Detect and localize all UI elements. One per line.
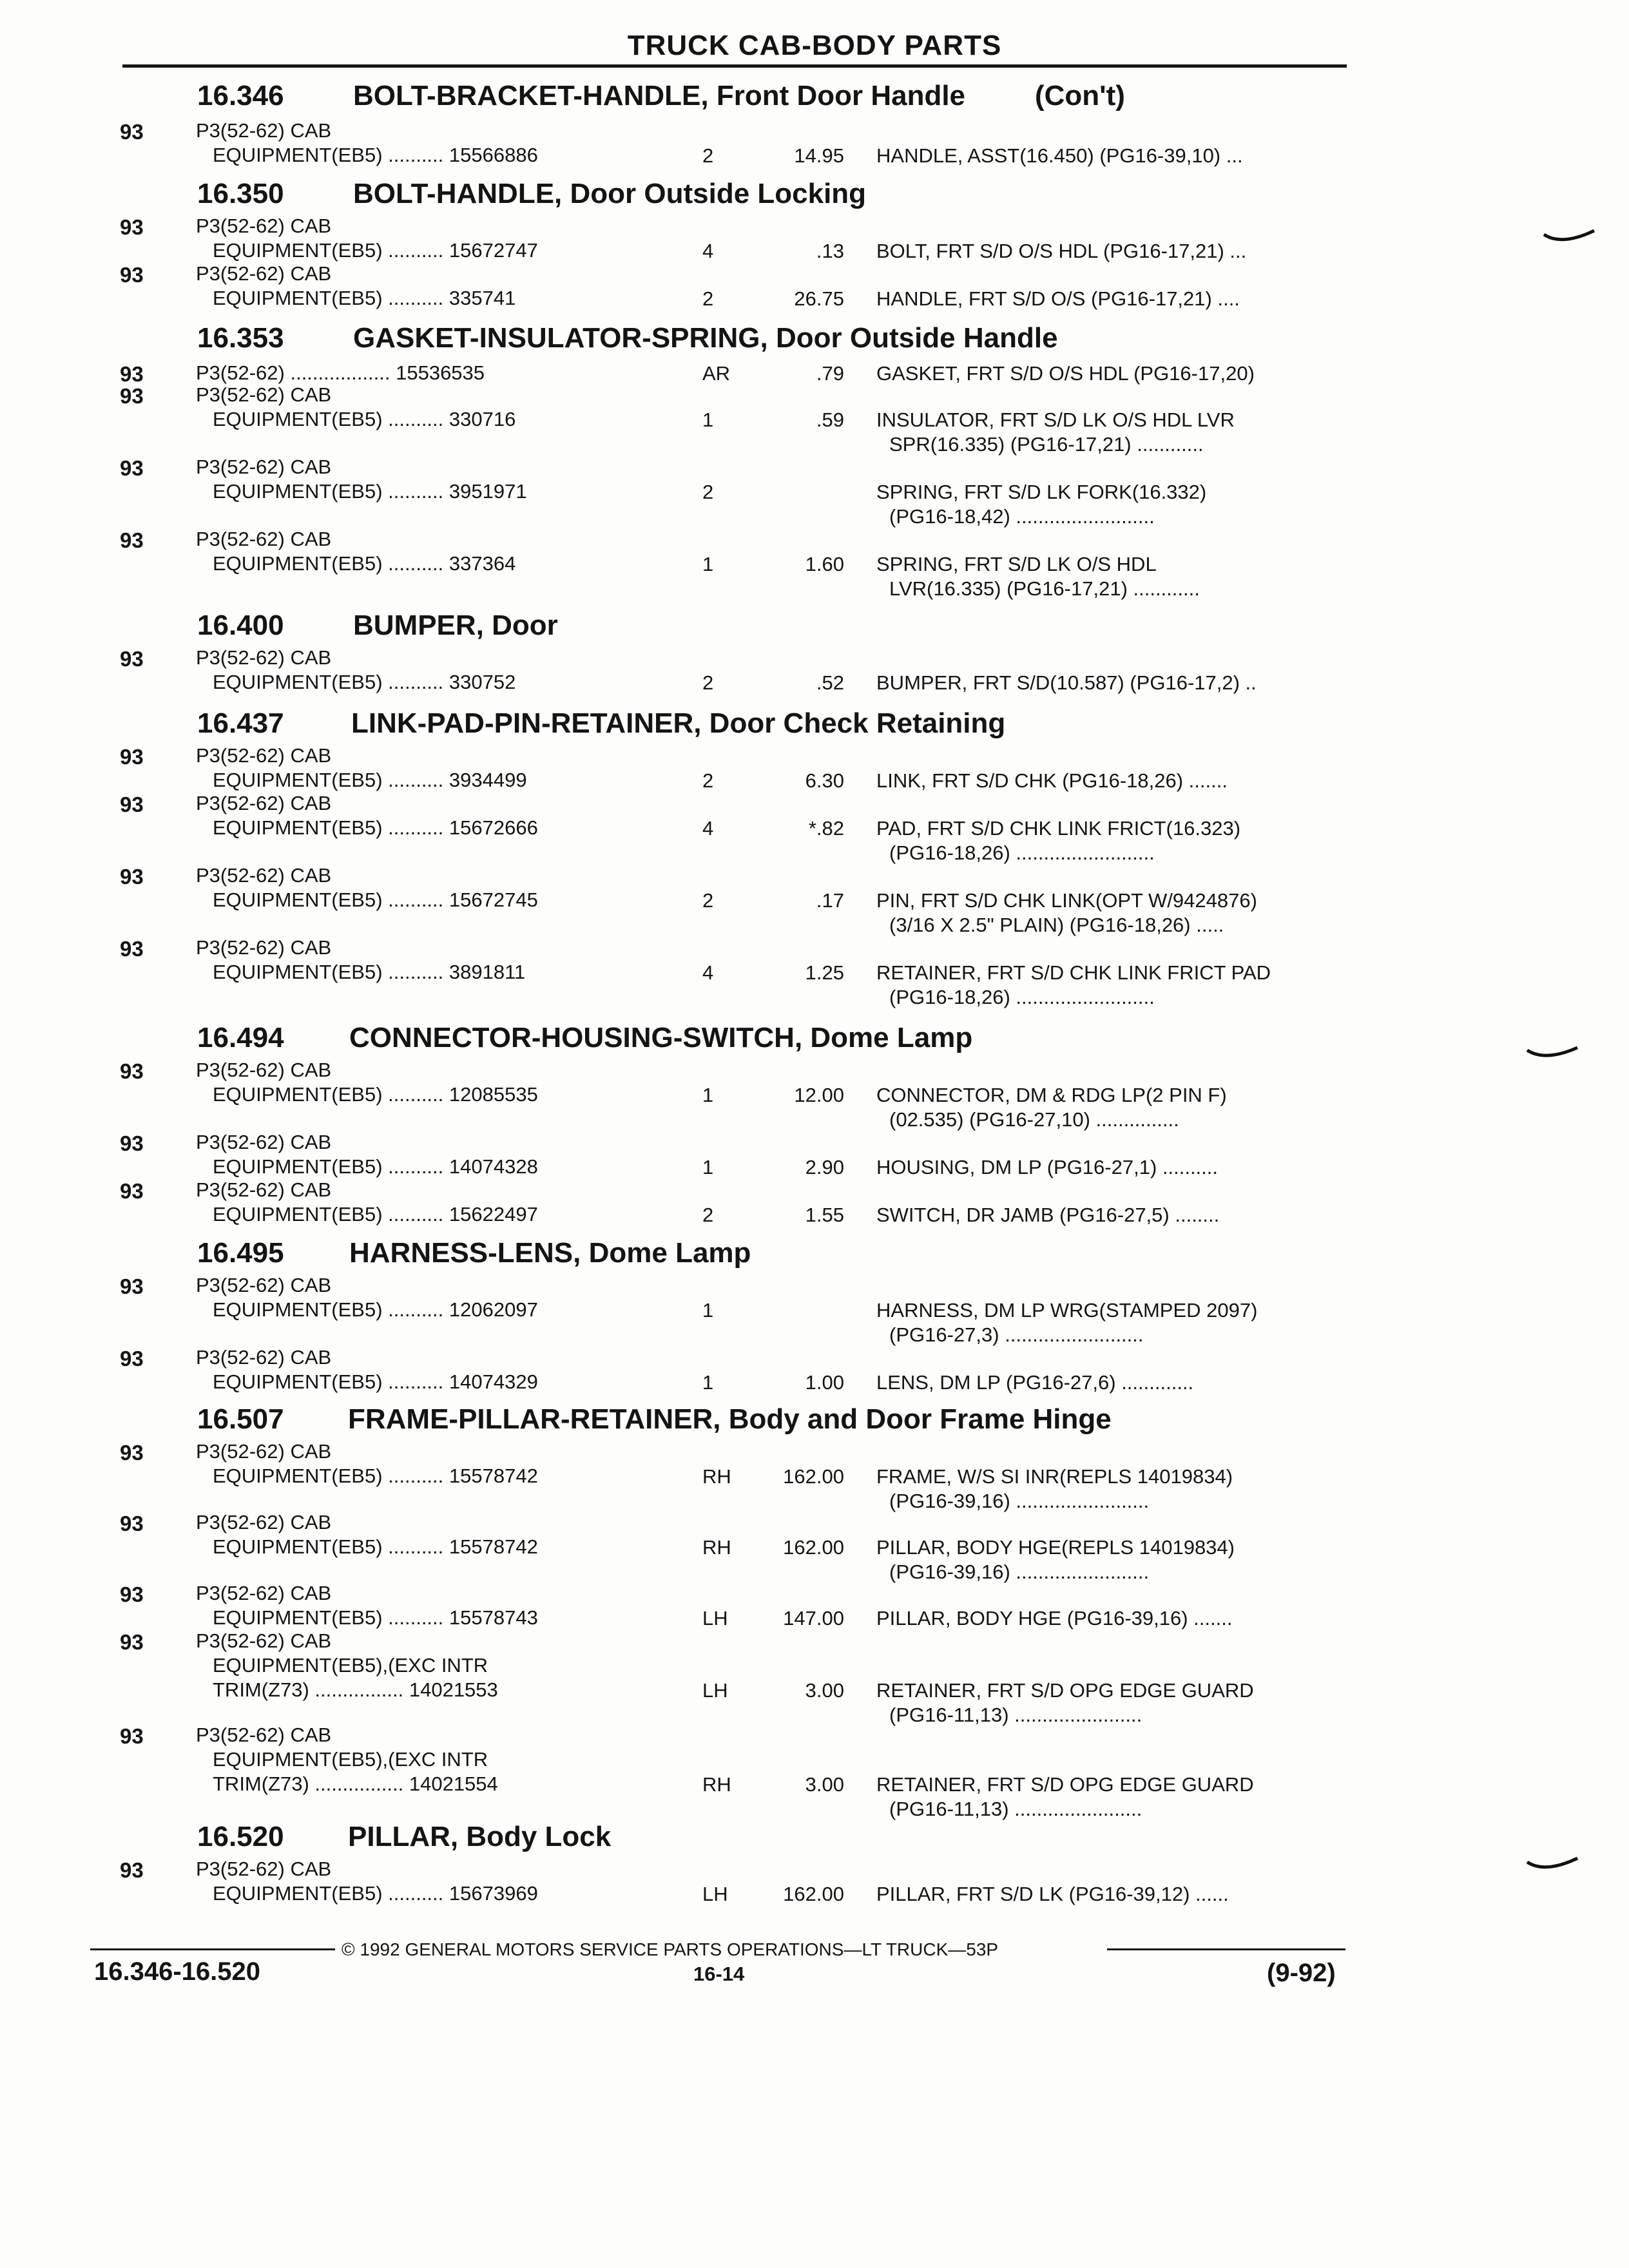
part-description: LINK, FRT S/D CHK (PG16-18,26) .......	[876, 769, 1228, 792]
application-line: EQUIPMENT(EB5),(EXC INTR	[213, 1654, 488, 1677]
section-title: LINK-PAD-PIN-RETAINER, Door Check Retaining	[351, 707, 1006, 739]
model-year: 93	[120, 1274, 144, 1298]
application-line: EQUIPMENT(EB5) .......... 3891811	[213, 961, 526, 983]
scan-mark-2	[1526, 1043, 1590, 1068]
quantity: 2	[702, 144, 714, 167]
part-description: GASKET, FRT S/D O/S HDL (PG16-17,20)	[876, 362, 1255, 385]
revision-date: (9-92)	[1267, 1959, 1336, 1987]
application-line: P3(52-62) CAB	[196, 1582, 332, 1604]
scan-mark-3	[1526, 1854, 1590, 1880]
model-year: 93	[120, 456, 144, 480]
part-description: SPR(16.335) (PG16-17,21) ............	[889, 433, 1204, 456]
part-description: HARNESS, DM LP WRG(STAMPED 2097)	[876, 1299, 1258, 1321]
quantity: 1	[702, 408, 714, 431]
section-title: BOLT-HANDLE, Door Outside Locking	[353, 178, 867, 209]
part-description: CONNECTOR, DM & RDG LP(2 PIN F)	[876, 1084, 1227, 1106]
application-line: P3(52-62) CAB	[196, 1440, 332, 1463]
price: 2.90	[805, 1156, 844, 1178]
model-year: 93	[120, 647, 144, 671]
application-line: P3(52-62) CAB	[196, 383, 332, 406]
section-title: HARNESS-LENS, Dome Lamp	[349, 1237, 751, 1269]
price: 14.95	[794, 144, 844, 167]
application-line: P3(52-62) CAB	[196, 1724, 332, 1746]
part-description: BOLT, FRT S/D O/S HDL (PG16-17,21) ...	[876, 240, 1247, 262]
part-description: PILLAR, BODY HGE(REPLS 14019834)	[876, 1536, 1235, 1559]
part-description: (PG16-18,26) .........................	[889, 841, 1155, 864]
model-year: 93	[120, 1131, 144, 1155]
section-number: 16.520	[197, 1821, 284, 1852]
part-description: PILLAR, BODY HGE (PG16-39,16) .......	[876, 1607, 1233, 1629]
application-line: EQUIPMENT(EB5) .......... 15672745	[213, 889, 538, 911]
model-year: 93	[120, 745, 144, 769]
application-line: P3(52-62) CAB	[196, 528, 332, 550]
price: 1.00	[805, 1371, 844, 1394]
model-year: 93	[120, 528, 144, 552]
price: 3.00	[805, 1773, 844, 1796]
quantity: 4	[702, 817, 714, 840]
application-line: P3(52-62) CAB	[196, 744, 332, 767]
quantity: LH	[702, 1679, 728, 1702]
section-number: 16.350	[197, 178, 284, 209]
application-line: EQUIPMENT(EB5) .......... 15622497	[213, 1203, 538, 1225]
application-line: P3(52-62) CAB	[196, 1629, 332, 1652]
price: .79	[816, 362, 844, 385]
application-line: P3(52-62) CAB	[196, 1858, 332, 1880]
price: 12.00	[794, 1084, 844, 1106]
model-year: 93	[120, 937, 144, 961]
price: 162.00	[783, 1536, 844, 1559]
section-number: 16.346	[197, 80, 284, 111]
part-description: (3/16 X 2.5" PLAIN) (PG16-18,26) .....	[889, 914, 1224, 936]
header-rule	[122, 64, 1347, 68]
application-line: TRIM(Z73) ................ 14021553	[213, 1678, 498, 1701]
price: 6.30	[805, 769, 844, 792]
part-description: (PG16-11,13) .......................	[889, 1704, 1142, 1726]
model-year: 93	[120, 1179, 144, 1203]
application-line: P3(52-62) CAB	[196, 119, 332, 142]
page-header-title: TRUCK CAB-BODY PARTS	[627, 30, 1002, 61]
application-line: P3(52-62) .................. 15536535	[196, 361, 485, 384]
application-line: EQUIPMENT(EB5) .......... 3951971	[213, 480, 527, 503]
model-year: 93	[120, 384, 144, 408]
section-number: 16.353	[197, 322, 284, 354]
quantity: RH	[702, 1465, 731, 1488]
section-number: 16.437	[197, 707, 284, 739]
application-line: EQUIPMENT(EB5) .......... 12062097	[213, 1298, 538, 1321]
model-year: 93	[120, 1630, 144, 1654]
price: .59	[816, 408, 844, 431]
quantity: LH	[702, 1607, 728, 1629]
application-line: EQUIPMENT(EB5) .......... 15673969	[213, 1882, 538, 1905]
part-description: PIN, FRT S/D CHK LINK(OPT W/9424876)	[876, 889, 1257, 912]
model-year: 93	[120, 215, 144, 239]
application-line: EQUIPMENT(EB5) .......... 12085535	[213, 1083, 538, 1106]
application-line: P3(52-62) CAB	[196, 936, 332, 959]
quantity: 1	[702, 1084, 714, 1106]
part-description: PILLAR, FRT S/D LK (PG16-39,12) ......	[876, 1883, 1229, 1905]
section-number: 16.400	[197, 610, 284, 641]
price: 1.60	[805, 553, 844, 575]
section-number: 16.494	[197, 1022, 284, 1053]
quantity: 4	[702, 240, 714, 262]
part-description: HOUSING, DM LP (PG16-27,1) ..........	[876, 1156, 1219, 1178]
part-description: BUMPER, FRT S/D(10.587) (PG16-17,2) ..	[876, 671, 1257, 694]
section-title: CONNECTOR-HOUSING-SWITCH, Dome Lamp	[349, 1022, 973, 1053]
application-line: EQUIPMENT(EB5) .......... 15578743	[213, 1606, 538, 1629]
application-line: EQUIPMENT(EB5) .......... 335741	[213, 287, 516, 309]
quantity: 2	[702, 481, 714, 503]
application-line: TRIM(Z73) ................ 14021554	[213, 1773, 498, 1795]
application-line: P3(52-62) CAB	[196, 1511, 332, 1533]
part-description: (PG16-18,42) .........................	[889, 505, 1155, 528]
price: 162.00	[783, 1465, 844, 1488]
application-line: P3(52-62) CAB	[196, 215, 332, 237]
part-description: (02.535) (PG16-27,10) ...............	[889, 1108, 1179, 1131]
price: .13	[816, 240, 844, 262]
quantity: 1	[702, 1371, 714, 1394]
part-description: LENS, DM LP (PG16-27,6) .............	[876, 1371, 1194, 1394]
quantity: 2	[702, 287, 714, 310]
scan-mark-1	[1543, 227, 1607, 253]
model-year: 93	[120, 1512, 144, 1535]
part-description: SWITCH, DR JAMB (PG16-27,5) ........	[876, 1204, 1220, 1226]
application-line: EQUIPMENT(EB5) .......... 330752	[213, 671, 516, 693]
application-line: EQUIPMENT(EB5) .......... 337364	[213, 552, 516, 575]
application-line: P3(52-62) CAB	[196, 262, 332, 285]
quantity: 4	[702, 961, 714, 984]
model-year: 93	[120, 120, 144, 144]
quantity: RH	[702, 1773, 731, 1796]
section-title: FRAME-PILLAR-RETAINER, Body and Door Frame Hinge	[348, 1403, 1112, 1435]
section-title: BOLT-BRACKET-HANDLE, Front Door Handle	[353, 80, 966, 111]
application-line: EQUIPMENT(EB5) .......... 14074329	[213, 1370, 538, 1393]
quantity: 1	[702, 553, 714, 575]
model-year: 93	[120, 1441, 144, 1465]
footer-rule-right	[1107, 1948, 1345, 1950]
application-line: EQUIPMENT(EB5) .......... 15578742	[213, 1465, 538, 1487]
model-year: 93	[120, 865, 144, 889]
quantity: 2	[702, 769, 714, 792]
quantity: 1	[702, 1156, 714, 1178]
part-description: PAD, FRT S/D CHK LINK FRICT(16.323)	[876, 817, 1241, 840]
price: *.82	[808, 817, 844, 840]
quantity: 2	[702, 889, 714, 912]
section-title: GASKET-INSULATOR-SPRING, Door Outside Handle	[353, 322, 1058, 354]
application-line: P3(52-62) CAB	[196, 1274, 332, 1296]
section-continued: (Con't)	[1035, 80, 1125, 111]
price: 26.75	[794, 287, 844, 310]
application-line: EQUIPMENT(EB5) .......... 15566886	[213, 144, 538, 166]
application-line: EQUIPMENT(EB5) .......... 15578742	[213, 1535, 538, 1558]
part-description: RETAINER, FRT S/D OPG EDGE GUARD	[876, 1773, 1254, 1796]
item-range: 16.346-16.520	[94, 1957, 261, 1986]
model-year: 93	[120, 1059, 144, 1083]
quantity: 1	[702, 1299, 714, 1321]
model-year: 93	[120, 793, 144, 816]
model-year: 93	[120, 1858, 144, 1882]
price: 162.00	[783, 1883, 844, 1905]
application-line: EQUIPMENT(EB5) .......... 330716	[213, 408, 516, 430]
application-line: P3(52-62) CAB	[196, 1346, 332, 1369]
quantity: RH	[702, 1536, 731, 1559]
part-description: RETAINER, FRT S/D CHK LINK FRICT PAD	[876, 961, 1271, 984]
price: .17	[816, 889, 844, 912]
price: 147.00	[783, 1607, 844, 1629]
application-line: P3(52-62) CAB	[196, 1131, 332, 1153]
price: 3.00	[805, 1679, 844, 1702]
model-year: 93	[120, 263, 144, 287]
part-description: (PG16-39,16) ........................	[889, 1561, 1150, 1583]
application-line: EQUIPMENT(EB5) .......... 15672747	[213, 239, 538, 262]
part-description: SPRING, FRT S/D LK FORK(16.332)	[876, 481, 1207, 503]
application-line: EQUIPMENT(EB5) .......... 3934499	[213, 769, 527, 791]
model-year: 93	[120, 1347, 144, 1370]
part-description: SPRING, FRT S/D LK O/S HDL	[876, 553, 1157, 575]
model-year: 93	[120, 1582, 144, 1606]
part-description: (PG16-11,13) .......................	[889, 1798, 1142, 1820]
part-description: HANDLE, FRT S/D O/S (PG16-17,21) ....	[876, 287, 1240, 310]
part-description: (PG16-39,16) ........................	[889, 1490, 1150, 1512]
section-title: PILLAR, Body Lock	[348, 1821, 612, 1852]
section-number: 16.507	[197, 1403, 284, 1435]
copyright-notice: © 1992 GENERAL MOTORS SERVICE PARTS OPERATIONS—LT TRUCK—53P	[342, 1939, 999, 1959]
application-line: P3(52-62) CAB	[196, 646, 332, 669]
part-description: (PG16-18,26) .........................	[889, 986, 1155, 1008]
price: 1.25	[805, 961, 844, 984]
quantity: AR	[702, 362, 731, 385]
price: 1.55	[805, 1204, 844, 1226]
application-line: P3(52-62) CAB	[196, 1059, 332, 1081]
section-title: BUMPER, Door	[353, 610, 558, 641]
price: .52	[816, 671, 844, 694]
quantity: LH	[702, 1883, 728, 1905]
section-number: 16.495	[197, 1237, 284, 1269]
application-line: EQUIPMENT(EB5),(EXC INTR	[213, 1748, 488, 1771]
quantity: 2	[702, 1204, 714, 1226]
part-description: (PG16-27,3) .........................	[889, 1323, 1144, 1346]
application-line: P3(52-62) CAB	[196, 456, 332, 478]
part-description: HANDLE, ASST(16.450) (PG16-39,10) ...	[876, 144, 1243, 167]
page-number: 16-14	[693, 1963, 745, 1985]
footer-rule-left	[90, 1948, 335, 1950]
model-year: 93	[120, 362, 144, 386]
application-line: P3(52-62) CAB	[196, 1178, 332, 1201]
application-line: P3(52-62) CAB	[196, 792, 332, 814]
application-line: P3(52-62) CAB	[196, 864, 332, 887]
application-line: EQUIPMENT(EB5) .......... 15672666	[213, 816, 538, 839]
application-line: EQUIPMENT(EB5) .......... 14074328	[213, 1155, 538, 1178]
part-description: RETAINER, FRT S/D OPG EDGE GUARD	[876, 1679, 1254, 1702]
part-description: INSULATOR, FRT S/D LK O/S HDL LVR	[876, 408, 1235, 431]
part-description: LVR(16.335) (PG16-17,21) ............	[889, 577, 1200, 600]
model-year: 93	[120, 1724, 144, 1748]
quantity: 2	[702, 671, 714, 694]
part-description: FRAME, W/S SI INR(REPLS 14019834)	[876, 1465, 1233, 1488]
